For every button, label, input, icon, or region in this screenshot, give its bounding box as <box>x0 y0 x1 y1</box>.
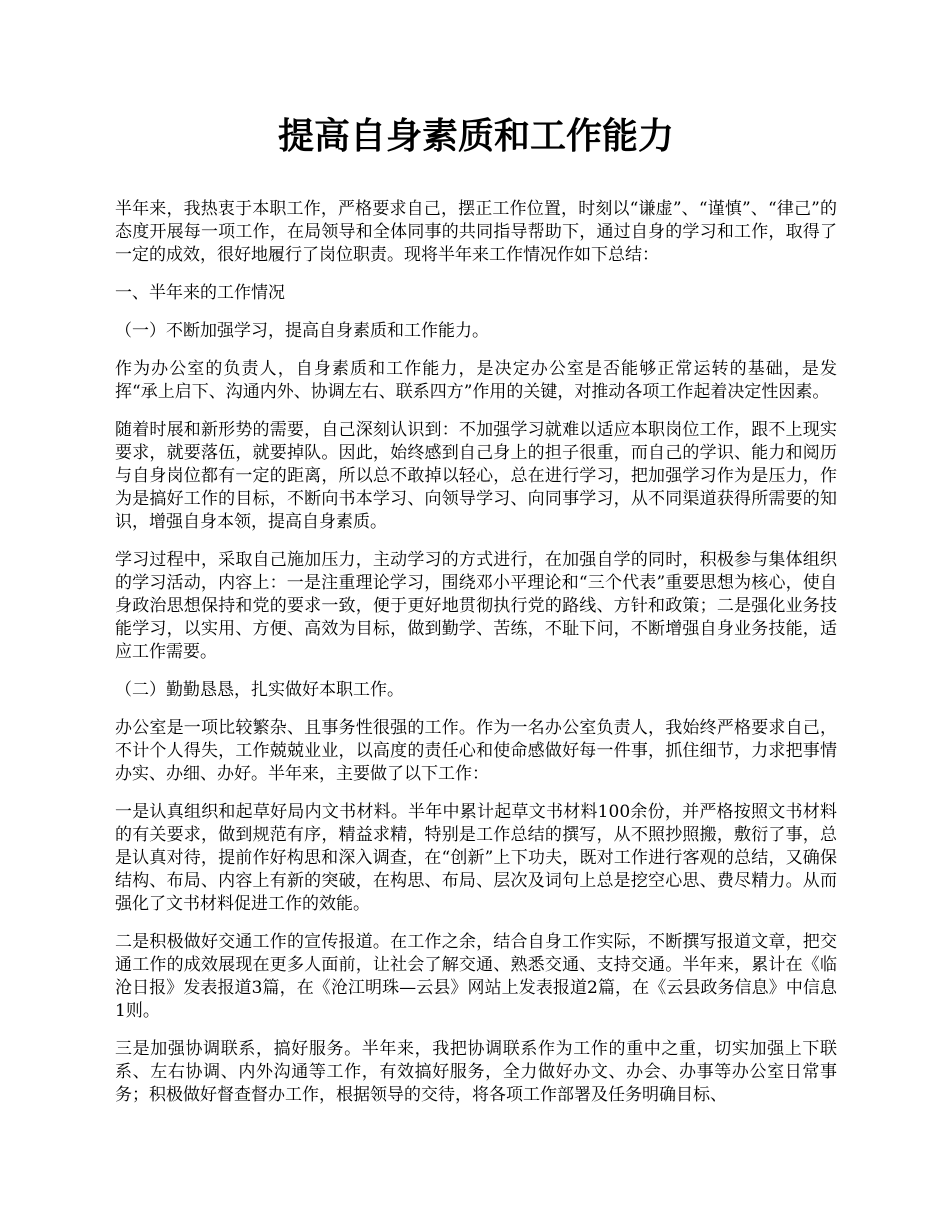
body-paragraph: 学习过程中，采取自己施加压力，主动学习的方式进行，在加强自学的同时，积极参与集体组织的学习活动，内容上：一是注重理论学习，围绕邓小平理论和“三个代表”重要思想为核心，使自身政治思想保持和党的要求一致，便于更好地贯彻执行党的路线、方针和政策；二是强化业务技能学习，以实用、方便、高效为目标，做到勤学、苦练，不耻下问，不断增强自身业务技能，适应工作需要。 <box>115 550 837 662</box>
body-paragraph: 三是加强协调联系，搞好服务。半年来，我把协调联系作为工作的重中之重，切实加强上下联系、左右协调、内外沟通等工作，有效搞好服务，全力做好办文、办会、办事等办公室日常事务；积极做好督查督办工作，根据领导的交待，将各项工作部署及任务明确目标、 <box>115 1039 837 1105</box>
section-heading: 一、半年来的工作情况 <box>115 283 285 303</box>
body-paragraph: 办公室是一项比较繁杂、且事务性很强的工作。作为一名办公室负责人，我始终严格要求自己，不计个人得失，工作兢兢业业，以高度的责任心和使命感做好每一件事，抓住细节，力求把事情办实、办细、办好。半年来，主要做了以下工作： <box>115 718 837 784</box>
document-page <box>115 112 837 1122</box>
body-paragraph: 作为办公室的负责人，自身素质和工作能力，是决定办公室是否能够正常运转的基础，是发挥“承上启下、沟通内外、协调左右、联系四方”作用的关键，对推动各项工作起着决定性因素。 <box>115 359 837 402</box>
body-paragraph: 二是积极做好交通工作的宣传报道。在工作之余，结合自身工作实际，不断撰写报道文章，把交通工作的成效展现在更多人面前，让社会了解交通、熟悉交通、支持交通。半年来，累计在《临沧日报》发表报道3篇，在《沧江明珠—云县》网站上发表报道2篇，在《云县政务信息》中信息1则。 <box>115 932 837 1021</box>
intro-paragraph: 半年来，我热衷于本职工作，严格要求自己，摆正工作位置，时刻以“谦虚”、“谨慎”、“律己”的态度开展每一项工作，在局领导和全体同事的共同指导帮助下，通过自身的学习和工作，取得了一定的成效，很好地履行了岗位职责。现将半年来工作情况作如下总结： <box>115 199 837 265</box>
body-paragraph: 随着时展和新形势的需要，自己深刻认识到：不加强学习就难以适应本职岗位工作，跟不上现实要求，就要落伍，就要掉队。因此，始终感到自己身上的担子很重，而自己的学识、能力和阅历与自身岗位都有一定的距离，所以总不敢掉以轻心，总在进行学习，把加强学习作为是压力，作为是搞好工作的目标，不断向书本学习、向领导学习、向同事学习，从不同渠道获得所需要的知识，增强自身本领，提高自身素质。 <box>115 420 837 532</box>
body-paragraph: 一是认真组织和起草好局内文书材料。半年中累计起草文书材料100余份，并严格按照文书材料的有关要求，做到规范有序，精益求精，特别是工作总结的撰写，从不照抄照搬，敷衍了事，总是认真对待，提前作好构思和深入调查，在“创新”上下功夫，既对工作进行客观的总结，又确保结构、布局、内容上有新的突破，在构思、布局、层次及词句上总是挖空心思、费尽精力。从而强化了文书材料促进工作的效能。 <box>115 802 837 914</box>
subsection-heading: （二）勤勤恳恳，扎实做好本职工作。 <box>115 680 404 700</box>
subsection-heading: （一）不断加强学习，提高自身素质和工作能力。 <box>115 321 489 341</box>
document-title: 提高自身素质和工作能力 <box>277 115 674 157</box>
